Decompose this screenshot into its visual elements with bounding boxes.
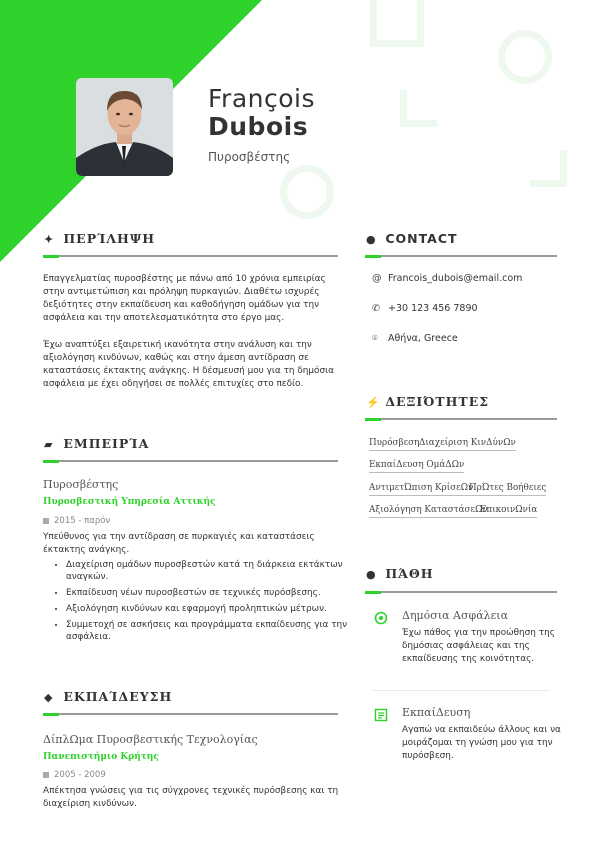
education-heading — [44, 689, 172, 704]
profile-photo — [76, 78, 173, 176]
section-divider — [365, 418, 557, 420]
passions-heading — [366, 566, 434, 581]
skill-tag: ΠρΏτες Βοήθειες — [469, 483, 546, 496]
section-divider — [43, 255, 338, 257]
contact-title: CONTACT — [385, 231, 458, 246]
target-icon — [374, 611, 388, 625]
last-name: Dubois — [208, 112, 309, 141]
experience-bullet-list — [53, 559, 366, 647]
education-dates: 2005 - 2009 — [43, 770, 106, 780]
passion-description: Έχω πάθος για την προώθηση της δημόσιας ασφάλειας και της εκπαίδευσης της κοινότητας. — [402, 628, 555, 664]
education-description: Απέκτησα γνώσεις για τις σύγχρονες τεχνικές πυρόσβεσης και τη διαχείριση κινδύνων. — [43, 786, 339, 809]
background-decoration — [530, 150, 567, 187]
section-divider — [365, 255, 557, 257]
skill-tag: Διαχείριση ΚινΔύνΩν — [419, 438, 516, 451]
background-decoration — [400, 90, 437, 127]
calendar-icon — [43, 518, 49, 524]
at-icon: @ — [372, 273, 382, 284]
section-divider — [43, 460, 338, 462]
experience-title: ΕΜΠΕΙΡΊΑ — [63, 436, 150, 451]
summary-title: ΠΕΡΊΛΗΨΗ — [63, 231, 156, 246]
experience-description: Υπεύθυνος για την αντίδραση σε πυρκαγιές και καταστάσεις έκτακτης ανάγκης. — [43, 532, 315, 555]
list-item: • Συμμετοχή σε ασκήσεις και προγράμματα εκπαίδευσης για την ασφάλεια. — [66, 619, 366, 643]
skill-tag: Πυρόσβεση — [369, 438, 419, 451]
skills-title: ΔΕΞΙΌΤΗΤΕΣ — [385, 394, 490, 409]
user-icon: ● — [366, 233, 377, 246]
contact-location: ⌾ Αθήνα, Greece — [372, 333, 458, 344]
skill-tag: ΕπικοινΩνία — [480, 505, 537, 518]
skill-tag: ΑντιμετΏπιση ΚρίσεΩν — [369, 483, 473, 496]
education-school: Πανεπιστήμιο Κρήτης — [43, 752, 159, 762]
passion-description: Αγαπώ να εκπαιδεύω άλλους και να μοιράζομαι τη γνώση μου για την πυρόσβεση. — [402, 725, 561, 761]
contact-heading — [366, 231, 458, 246]
list-item: • Διαχείριση ομάδων πυροσβεστών κατά τη διάρκεια εκτάκτων αναγκών. — [66, 559, 366, 583]
contact-email[interactable]: @ Francois_dubois@email.com — [372, 273, 523, 284]
section-divider — [43, 713, 338, 715]
list-item: • Εκπαίδευση νέων πυροσβεστών σε τεχνικές πυρόσβεσης. — [66, 587, 366, 599]
background-decoration — [280, 165, 334, 219]
passion-title: ΕκπαίΔευση — [402, 706, 471, 719]
skill-tag: Αξιολόγηση ΚαταστάσεΩν — [369, 505, 488, 518]
calendar-icon — [43, 772, 49, 778]
section-divider — [365, 591, 557, 593]
experience-dates: 2015 - παρόν — [43, 516, 110, 526]
skills-heading — [366, 394, 489, 409]
location-pin-icon: ⌾ — [372, 333, 378, 344]
contact-phone[interactable]: ✆ +30 123 456 7890 — [372, 303, 478, 314]
job-role: Πυροσβέστης — [208, 150, 291, 164]
divider — [372, 690, 550, 691]
summary-heading — [44, 231, 155, 246]
passion-title: Δημόσια Ασφάλεια — [402, 609, 509, 622]
phone-icon: ✆ — [372, 303, 380, 314]
sparkle-icon: ✦ — [44, 233, 55, 246]
summary-paragraph-1: Επαγγελματίας πυροσβέστης με πάνω από 10 χρόνια εμπειρίας στην αντιμετώπιση και πρόληψη πυρκαγιών. Διαθέτω ισχυρές δεξιότητες στην εκπαίδευση και καθοδήγηση ομάδων για την ασφάλεια και την αποτελεσματικότητα στο έργο μας. — [43, 274, 326, 323]
skill-tag: ΕκπαίΔευση ΟμάΔΩν — [369, 460, 464, 473]
background-decoration — [370, 0, 424, 47]
education-degree: ΔίπλΩμα Πυροσβεστικής Τεχνολογίας — [43, 733, 258, 746]
background-decoration — [498, 30, 552, 84]
lightbulb-icon: ● — [366, 568, 377, 581]
graduation-cap-icon: ◆ — [44, 691, 54, 704]
experience-heading — [44, 436, 149, 451]
lightning-icon: ⚡ — [366, 396, 381, 409]
first-name: François — [208, 84, 316, 113]
summary-paragraph-2: Έχω αναπτύξει εξαιρετική ικανότητα στην ανάλυση και την αξιολόγηση κινδύνων, καθώς και στην άμεση αντίδραση σε καταστάσεις έκτακτης ανάγκης. Η δέσμευσή μου για τη δημόσια ασφάλεια με έχει οδηγήσει σε πολλές επιτυχίες στο πεδίο. — [43, 340, 334, 389]
briefcase-icon: ▰ — [44, 438, 54, 451]
experience-job-title: Πυροσβέστης — [43, 478, 119, 491]
experience-company: Πυροσβεστική Υπηρεσία Αττικής — [43, 497, 216, 507]
passions-title: ΠΆΘΗ — [385, 566, 434, 581]
book-icon — [374, 708, 388, 722]
education-title: ΕΚΠΑΊΔΕΥΣΗ — [63, 689, 173, 704]
list-item: • Αξιολόγηση κινδύνων και εφαρμογή προληπτικών μέτρων. — [66, 603, 366, 615]
